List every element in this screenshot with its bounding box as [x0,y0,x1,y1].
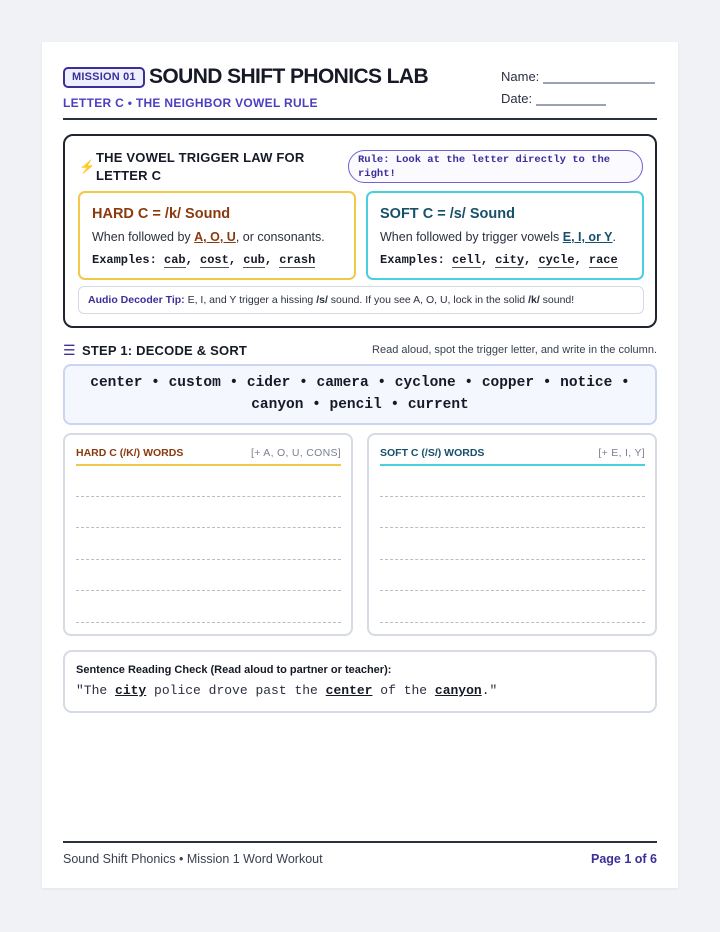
tip-sound: /s/ [316,294,328,306]
target-word: city [115,683,147,698]
page-title: SOUND SHIFT PHONICS LAB [149,65,429,88]
name-label: Name: [501,69,540,84]
soft-c-examples-label: Examples: [380,253,445,267]
sentence-part: of the [372,683,435,698]
tip-text: E, I, and Y trigger a hissing [184,294,317,306]
worksheet-page [42,42,678,888]
write-line[interactable] [76,527,341,528]
step-1-title: STEP 1: DECODE & SORT [82,343,248,358]
example-word: cab [164,253,186,267]
write-line[interactable] [76,590,341,591]
tip-text: sound. If you see A, O, U, lock in the solid [327,294,529,306]
layers-icon: ☰ [63,342,76,358]
soft-c-column-hint: [+ E, I, Y] [598,447,645,459]
tip-text: sound! [539,294,575,306]
tip-sound: /k/ [528,294,540,306]
hard-c-column [63,433,353,636]
word-bank-line: center • custom • cider • camera • cyclone • copper • notice • [90,375,630,391]
soft-c-card [366,191,644,280]
target-word: center [325,683,373,698]
example-word: race [588,253,618,267]
lightning-icon: ⚡ [79,159,96,174]
hard-c-column-label: HARD C (/K/) WORDS [76,447,184,459]
sentence-part: ." [481,683,498,698]
hard-c-desc-text: When followed by [92,230,195,244]
example-word: crash [279,253,316,267]
sentence-part: police drove past the [146,683,326,698]
write-line[interactable] [76,622,341,623]
soft-c-column-label: SOFT C (/S/) WORDS [380,447,485,459]
sentence-part: "The [76,683,116,698]
soft-c-desc-text: When followed by trigger vowels [380,230,563,244]
write-line[interactable] [76,559,341,560]
hard-c-card [78,191,356,280]
date-line[interactable] [536,94,606,106]
hard-c-desc-end: , or consonants. [235,230,325,244]
write-line[interactable] [380,496,645,497]
hard-c-column-hint: [+ A, O, U, CONS] [251,447,341,459]
example-word: cost [200,253,229,267]
write-line[interactable] [380,527,645,528]
target-word: canyon [434,683,482,698]
step-1-instructions: Read aloud, spot the trigger letter, and write in the column. [372,344,657,356]
footer-title: Sound Shift Phonics • Mission 1 Word Workout [63,852,323,866]
hard-c-description [92,230,325,244]
sentence-text [76,683,497,698]
vowel-trigger-law-box [63,134,657,328]
page-number: Page 1 of 6 [591,852,657,866]
hard-c-examples-label: Examples: [92,253,157,267]
sentence-reading-check [63,650,657,713]
soft-c-desc-end: . [612,230,617,244]
soft-c-column-header [380,446,645,466]
example-word: cycle [538,253,575,267]
date-label: Date: [501,91,533,106]
mission-badge: MISSION 01 [63,67,145,88]
hard-c-column-header [76,446,341,466]
soft-c-letters: E, I, or Y [562,230,613,244]
page-subtitle: LETTER C • THE NEIGHBOR VOWEL RULE [63,96,318,110]
write-line[interactable] [380,559,645,560]
example-word: cub [243,253,265,267]
name-line[interactable] [543,72,655,84]
audio-decoder-tip [78,286,644,314]
header [63,66,657,120]
write-line[interactable] [380,590,645,591]
write-line[interactable] [76,496,341,497]
word-bank-line: canyon • pencil • current [251,397,469,413]
example-word: city [495,253,525,267]
soft-c-column [367,433,657,636]
soft-c-examples: Examples: cell, city, cycle, race [380,253,618,267]
hard-c-examples: Examples: cab, cost, cub, crash [92,253,316,267]
date-field[interactable] [501,91,606,106]
page-footer [63,841,657,875]
hard-c-title: HARD C = /k/ Sound [92,206,231,222]
write-line[interactable] [380,622,645,623]
rule-callout: Rule: Look at the letter directly to the right! [348,150,643,183]
sentence-check-label: Sentence Reading Check (Read aloud to partner or teacher): [76,664,392,676]
example-word: cell [452,253,481,267]
law-title: THE VOWEL TRIGGER LAW FOR LETTER C [96,150,305,183]
word-bank [63,364,657,425]
tip-label: Audio Decoder Tip: [88,294,185,306]
name-field[interactable] [501,69,655,84]
soft-c-title: SOFT C = /s/ Sound [380,206,515,222]
hard-c-letters: A, O, U [194,230,236,244]
soft-c-description [380,230,616,244]
